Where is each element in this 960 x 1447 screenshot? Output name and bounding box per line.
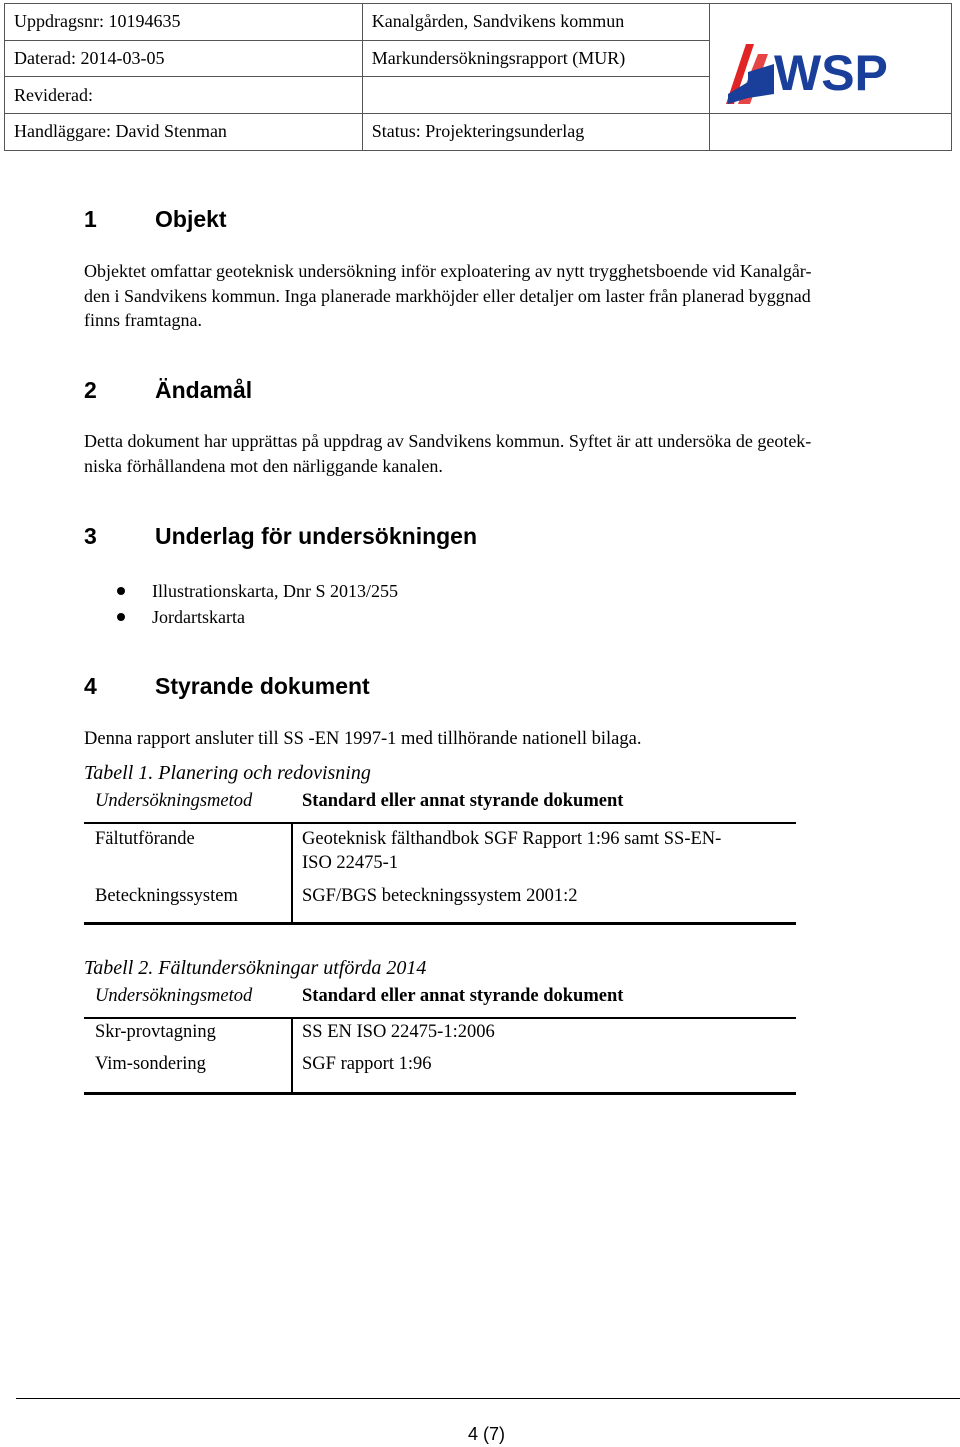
table-cell: SGF/BGS beteckningssystem 2001:2 [302, 886, 578, 906]
cell-line: ISO 22475-1 [302, 853, 399, 873]
body-line: niska förhållandena mot den närliggande kanalen. [84, 455, 443, 476]
table-cell: SGF rapport 1:96 [302, 1054, 432, 1074]
date-field: Daterad: 2014-03-05 [5, 40, 363, 77]
section-2-body [84, 429, 944, 478]
section-number: 2 [84, 377, 97, 403]
logo-text: WSP [773, 45, 888, 101]
table-row [84, 1022, 796, 1043]
table-1 [84, 791, 796, 907]
section-title: Underlag för undersökningen [155, 523, 478, 549]
section-4-heading [84, 673, 370, 700]
section-number: 1 [84, 206, 97, 232]
body-line: Objektet omfattar geoteknisk undersökning inför exploatering av nytt trygghetsboende vid Kanalgår- [84, 261, 812, 281]
table-header-row [84, 986, 796, 1019]
table-cell: Vim-sondering [95, 1054, 206, 1074]
section-1-body [84, 259, 944, 333]
assignment-number: Uppdragsnr: 10194635 [5, 4, 363, 41]
revised-field: Reviderad: [5, 77, 363, 114]
handler-field: Handläggare: David Stenman [5, 114, 363, 151]
table-bottom-rule [84, 1092, 796, 1095]
bullet-icon [117, 587, 125, 595]
table-bottom-rule [84, 922, 796, 925]
table-1-caption: Tabell 1. Planering och redovisning [84, 762, 371, 784]
table-header-cell: Standard eller annat styrande dokument [302, 791, 624, 811]
body-line: finns framtagna. [84, 310, 202, 330]
page-number: 4 (7) [468, 1424, 506, 1444]
document-header [4, 3, 952, 149]
table-row [84, 886, 796, 907]
table-header-row [84, 791, 796, 824]
project-name: Kanalgården, Sandvikens kommun [362, 4, 709, 41]
table-2 [84, 986, 796, 1075]
table-row [84, 827, 796, 875]
list-item [116, 578, 398, 604]
empty-cell [362, 77, 709, 114]
section-2-heading [84, 377, 252, 404]
table-cell: SS EN ISO 22475-1:2006 [302, 1022, 495, 1042]
table-2-caption: Tabell 2. Fältundersökningar utförda 2014 [84, 957, 427, 979]
section-title: Ändamål [155, 377, 253, 403]
section-title: Objekt [155, 206, 227, 232]
table-header-cell: Undersökningsmetod [95, 791, 253, 811]
section-number: 3 [84, 523, 97, 549]
table-row [84, 1054, 796, 1075]
wsp-logo-icon [724, 42, 914, 106]
table-cell: Beteckningssystem [95, 886, 238, 906]
empty-logo-cell [709, 114, 951, 151]
footer-divider [16, 1398, 960, 1399]
section-1-heading [84, 206, 227, 233]
table-cell [292, 827, 796, 875]
section-3-heading [84, 523, 477, 550]
table-cell: Fältutförande [95, 829, 195, 849]
report-type: Markundersökningsrapport (MUR) [362, 40, 709, 77]
section-4-body: Denna rapport ansluter till SS -EN 1997-1 med tillhörande nationell bilaga. [84, 729, 642, 749]
body-line: den i Sandvikens kommun. Inga planerade markhöjder eller detaljer om laster från planerad byggnad [84, 285, 811, 306]
cell-line: Geoteknisk fälthandbok SGF Rapport 1:96 samt SS-EN- [302, 829, 722, 849]
logo-cell [709, 4, 951, 114]
section-number: 4 [84, 673, 97, 699]
list-item-text: Jordartskarta [152, 607, 245, 627]
status-field: Status: Projekteringsunderlag [362, 114, 709, 151]
table-cell: Skr-provtagning [95, 1022, 216, 1042]
table-header-cell: Standard eller annat styrande dokument [302, 986, 624, 1006]
list-item [116, 604, 398, 630]
table-header-cell: Undersökningsmetod [95, 986, 253, 1006]
reference-list [116, 578, 398, 630]
list-item-text: Illustrationskarta, Dnr S 2013/255 [152, 581, 398, 601]
bullet-icon [117, 613, 125, 621]
section-title: Styrande dokument [155, 673, 370, 699]
body-line: Detta dokument har upprättas på uppdrag av Sandvikens kommun. Syftet är att undersöka de geotek- [84, 431, 812, 451]
